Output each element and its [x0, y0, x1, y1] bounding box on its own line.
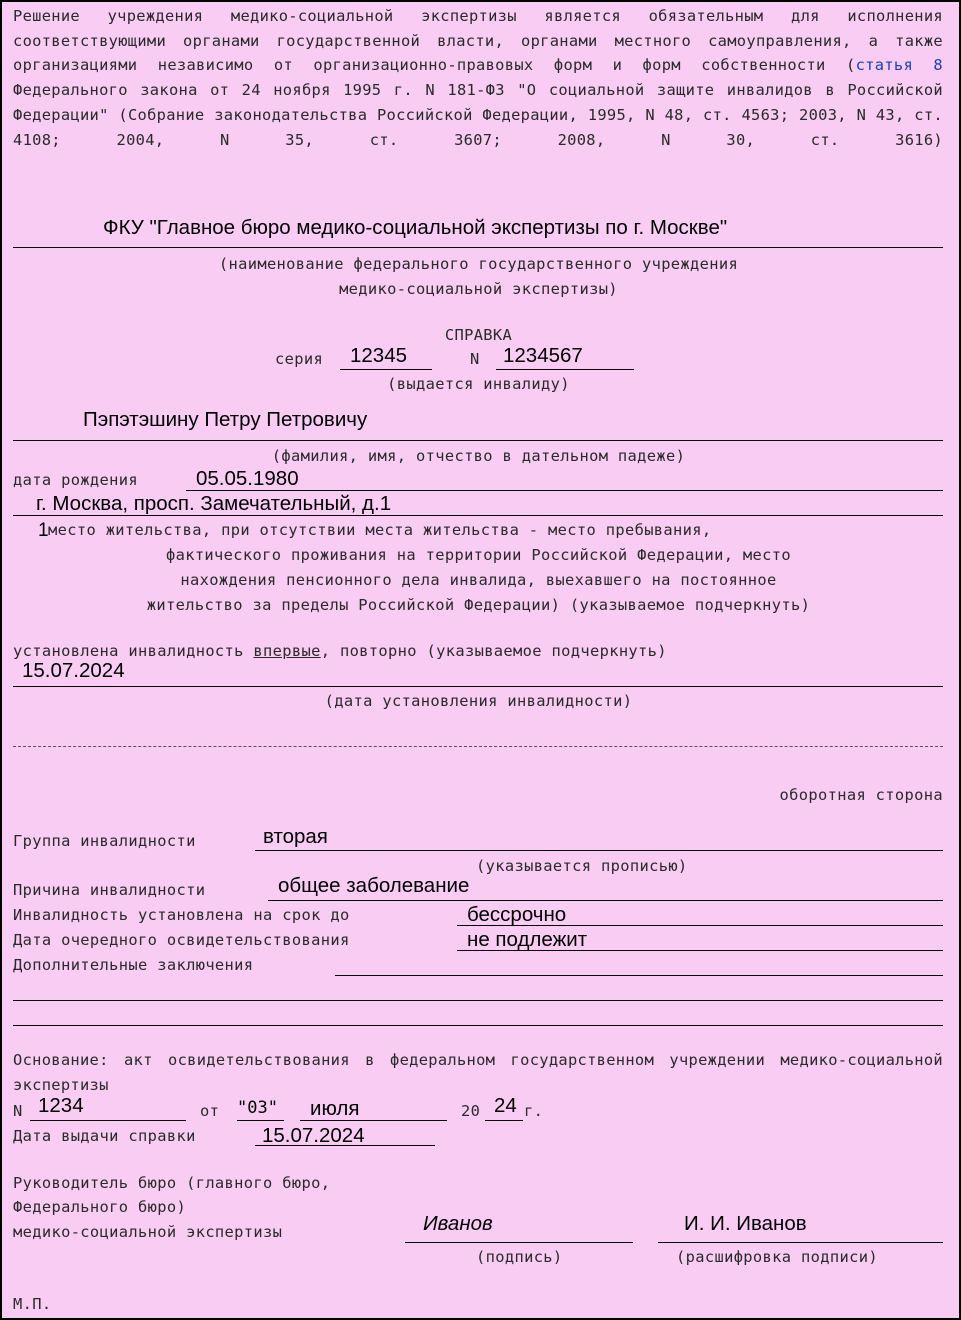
group-label: Группа инвалидности — [13, 832, 196, 850]
decoding-value: И. И. Иванов — [684, 1212, 807, 1235]
head-label-2: Федерального бюро) — [13, 1198, 187, 1216]
cut-line — [13, 746, 943, 747]
act-day: "03" — [237, 1098, 278, 1118]
seal-place: М.П. — [13, 1295, 52, 1313]
address-caption-2: фактического проживания на территории Российской Федерации, место — [165, 546, 792, 564]
cause-line — [268, 900, 943, 901]
head-label-1: Руководитель бюро (главного бюро, — [13, 1174, 331, 1192]
disability-date-line — [13, 686, 943, 687]
reexam-value: не подлежит — [467, 928, 588, 951]
address-footnote-mark: 1 — [38, 520, 49, 541]
birth-line — [186, 490, 943, 491]
signature-caption: (подпись) — [476, 1248, 563, 1266]
address-caption-3: нахождения пенсионного дела инвалида, выехавшего на постоянное — [180, 571, 777, 589]
person-name-caption: (фамилия, имя, отчество в дательном падеже) — [271, 447, 686, 465]
institution-name: ФКУ "Главное бюро медико-социальной экспертизы по г. Москве" — [103, 216, 728, 239]
act-month-line — [300, 1120, 447, 1121]
signature-value: Иванов — [423, 1212, 493, 1235]
number-label: N — [470, 350, 480, 368]
act-number-value: 1234 — [38, 1094, 84, 1117]
reexam-line — [457, 950, 943, 951]
signature-line — [405, 1242, 633, 1243]
additional-label: Дополнительные заключения — [13, 956, 254, 974]
disability-date-value: 15.07.2024 — [22, 659, 125, 682]
series-label: серия — [275, 350, 324, 368]
act-year-line — [485, 1120, 523, 1121]
act-day-line — [237, 1120, 284, 1121]
act-year-prefix: 20 — [461, 1102, 481, 1120]
institution-line — [13, 247, 943, 248]
address-line — [13, 515, 943, 516]
decoding-caption: (расшифровка подписи) — [676, 1248, 878, 1266]
disability-date-caption: (дата установления инвалидности) — [324, 692, 633, 710]
from-label: от — [200, 1102, 220, 1120]
act-year-value: 24 — [494, 1094, 517, 1117]
address-caption-1: место жительства, при отсутствии места жительства - место пребывания, — [48, 521, 712, 539]
group-value: вторая — [263, 825, 328, 848]
issue-date-label: Дата выдачи справки — [13, 1127, 196, 1145]
number-line — [496, 369, 634, 370]
issue-date-line — [255, 1145, 435, 1146]
reverse-side-label: оборотная сторона — [779, 786, 943, 804]
term-value: бессрочно — [467, 903, 567, 926]
intro-text-end: Федерального закона от 24 ноября 1995 г. N 181-ФЗ "О социальной защите инвалидов в Российской Федерации" (Собрание законодательства Российской Федерации, 1995, N 48, ст. 4563; 2003, N 43, ст. 4108; 2004, N 35, ст. 3607; 2008, N 30, ст. 3616) — [13, 81, 943, 149]
cause-value: общее заболевание — [278, 874, 470, 897]
intro-text-start: Решение учреждения медико-социальной экспертизы является обязательным для исполнения соответствующими органами государственной власти, органами местного самоуправления, а также организациями независимо от организационно-правовых форм и форм собственности ( — [13, 7, 943, 75]
person-name-line — [13, 440, 943, 441]
series-line — [340, 369, 432, 370]
article-8-link[interactable]: статья 8 — [855, 56, 943, 75]
institution-caption-1: (наименование федерального государственного учреждения — [218, 255, 739, 273]
disability-established-line: установлена инвалидность впервые, повторно (указываемое подчеркнуть) — [13, 642, 667, 660]
reexam-label: Дата очередного освидетельствования — [13, 931, 350, 949]
additional-line-3 — [13, 1025, 943, 1026]
institution-caption-2: медико-социальной экспертизы) — [339, 280, 618, 298]
group-line — [255, 850, 943, 851]
birth-label: дата рождения — [13, 471, 139, 489]
additional-line-1 — [335, 975, 943, 976]
number-value: 1234567 — [503, 344, 583, 367]
certificate-title: СПРАВКА — [444, 326, 513, 344]
basis-text: Основание: акт освидетельствования в федеральном государственном учреждении медико-социальной экспертизы — [13, 1051, 943, 1094]
term-label: Инвалидность установлена на срок до — [13, 906, 350, 924]
act-number-line — [30, 1120, 186, 1121]
person-name: Пэпэтэшину Петру Петровичу — [83, 408, 368, 431]
first-time-underlined: впервые — [253, 642, 321, 660]
issued-to-caption: (выдается инвалиду) — [387, 375, 570, 393]
act-number-label: N — [13, 1102, 23, 1120]
series-value: 12345 — [350, 344, 408, 367]
intro-paragraph — [13, 4, 943, 152]
address-caption-4: жительство за пределы Российской Федерации) (указываемое подчеркнуть) — [146, 596, 811, 614]
head-label-3: медико-социальной экспертизы — [13, 1223, 283, 1241]
act-year-suffix: г. — [524, 1102, 544, 1120]
decoding-line — [658, 1242, 943, 1243]
group-caption: (указывается прописью) — [476, 857, 688, 875]
issue-date-value: 15.07.2024 — [262, 1124, 365, 1147]
act-month: июля — [310, 1097, 360, 1120]
cause-label: Причина инвалидности — [13, 881, 206, 899]
term-line — [457, 925, 943, 926]
birth-value: 05.05.1980 — [196, 467, 299, 490]
additional-line-2 — [13, 1000, 943, 1001]
address-value: г. Москва, просп. Замечательный, д.1 — [36, 492, 392, 515]
